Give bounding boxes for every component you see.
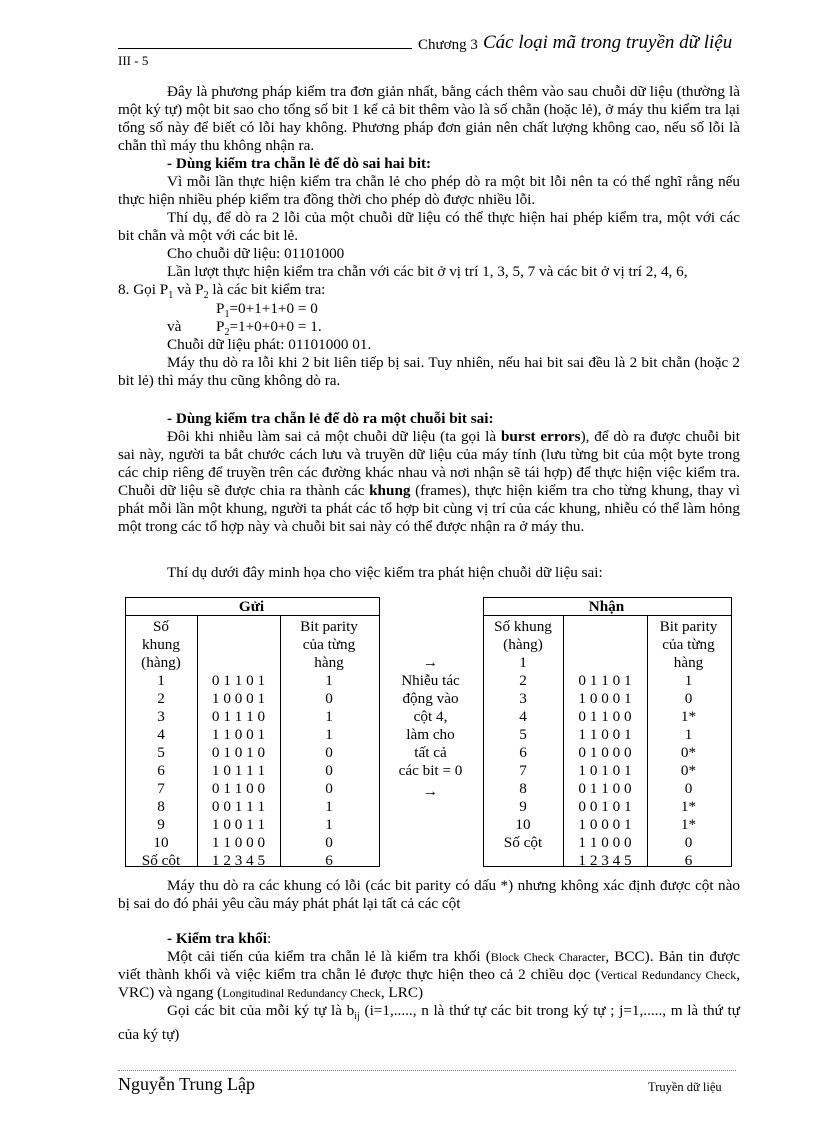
send-table-cell: Số <box>152 618 170 635</box>
send-table-cell: 6 <box>325 852 333 869</box>
noise-annotation-line: làm cho <box>406 726 455 743</box>
text-fragment: (frames), thực hiện kiểm tra cho từng khung, thay vì phát mỗi lần một khung, người ta phát các tổ hợp bit cùng vị trí của các khung, nhiễu có thể làm hỏng một trong các tổ hợp này và chuỗi bit sai này có thể được nhận ra ở máy thu. <box>118 482 740 535</box>
paragraph-burst <box>118 428 740 536</box>
send-table-row <box>125 816 378 834</box>
send-table-cell: khung <box>142 636 180 653</box>
noise-annotation-line: Nhiễu tác <box>401 672 460 689</box>
recv-table-cell: 1 0 1 0 1 <box>578 762 632 779</box>
recv-table-cell: 6 <box>684 852 693 869</box>
noise-annotation-line: tất cả <box>414 744 447 761</box>
paragraph-intro: Đây là phương pháp kiểm tra đơn giản nhất, bằng cách thêm vào sau chuỗi dữ liệu (thường là một ký tự) một bit sao cho tổng số bit 1 kể cả bit thêm vào là số chẵn (hoặc lẻ), ở máy thu kiểm tra lại tổng số này để biết có lỗi hay không. Phương pháp đơn giản nên chất lượng không cao, nếu số lỗi là chẵn thì máy thu không nhận ra. <box>118 83 740 154</box>
recv-table-cell: 0 <box>684 834 693 851</box>
term-khung: khung <box>369 482 411 499</box>
recv-table-cell: 0 1 1 0 1 <box>578 672 632 689</box>
recv-table-cell: hàng <box>673 654 704 671</box>
send-table-row <box>125 834 378 852</box>
send-table-cell: 10 <box>153 834 169 851</box>
subscript: 2 <box>203 290 209 302</box>
noise-annotation-line: các bit = 0 <box>398 762 463 779</box>
recv-table-cell: 1 0 0 0 1 <box>578 690 632 707</box>
send-table-row <box>125 636 378 654</box>
paragraph-multiple-checks: Vì mỗi lần thực hiện kiểm tra chẵn lẻ cho phép dò ra một bit lỗi nên ta có thể nghĩ rằng nếu thực hiện nhiều phép kiểm tra đồng thời cho phép dò được nhiều lỗi. <box>118 173 740 208</box>
equation-and: và <box>167 318 182 335</box>
recv-table-cell: Số khung <box>494 618 552 635</box>
recv-table-cell: 1 1 0 0 0 <box>578 834 632 851</box>
arrow-icon: → <box>422 783 439 800</box>
send-table-cell: 1 <box>325 708 333 725</box>
send-table-cell: 1 <box>325 798 333 815</box>
recv-table-cell: 0* <box>680 762 697 779</box>
send-table-cell: 8 <box>157 798 165 815</box>
header-title: Các loại mã trong truyền dữ liệu <box>483 32 733 53</box>
text-fragment: =0+1+1+0 = 0 <box>229 300 318 317</box>
recv-table-cell: 0 1 1 0 0 <box>578 780 632 797</box>
text-fragment: ), để dò ra được chuỗi bit sai này, người ta bắt chước cách lưu và truyền dữ liệu của máy tính (lưu từng bit của một byte trong các chip riêng để truyền trên các đường khác nhau và nơi nhận sẽ tái hợp) để thực hiện việc kiểm tra. Chuỗi dữ liệu sẽ được chia ra thành các <box>118 428 740 499</box>
recv-table-row <box>483 852 730 870</box>
paragraph-example: Thí dụ, để dò ra 2 lỗi của một chuỗi dữ liệu có thể thực hiện hai phép kiểm tra, một với các bit chẵn và một với các bit lẻ. <box>118 209 740 244</box>
send-table-row <box>125 708 378 726</box>
send-table-cell: 4 <box>157 726 165 743</box>
recv-table-cell: 1 <box>684 672 693 689</box>
text-fragment: (i=1,....., n là thứ tự các bit trong ký tự ; j=1,....., m là thứ tự của ký tự) <box>118 1002 740 1044</box>
text-fragment: , LRC) <box>380 984 424 1001</box>
recv-table-row <box>483 834 730 852</box>
recv-table-cell: của từng <box>662 636 715 653</box>
subscript: 1 <box>168 290 174 302</box>
footer-author: Nguyễn Trung Lập <box>118 1074 256 1094</box>
send-table-row <box>125 852 378 870</box>
send-table-cell: 0 1 1 0 0 <box>211 780 266 797</box>
heading-burst: - Dùng kiểm tra chẵn lẻ để dò ra một chuỗi bit sai: <box>167 410 494 427</box>
recv-table-cell: 1 1 0 0 1 <box>578 726 632 743</box>
send-table-row <box>125 798 378 816</box>
recv-table-cell: 0* <box>680 744 697 761</box>
recv-table-cell: 8 <box>519 780 527 797</box>
recv-table-row <box>483 780 730 798</box>
send-table-cell: 1 <box>325 672 333 689</box>
send-table-row <box>125 744 378 762</box>
recv-table-cell: 1 <box>684 726 693 743</box>
recv-table-cell: 0 <box>684 690 693 707</box>
paragraph-bits <box>118 1002 740 1044</box>
text-fragment: , BCC). Bản tin được viết thành khối và việc kiểm tra chẵn lẻ được thực hiện theo cả 2 chiều dọc ( <box>118 948 740 983</box>
text-fragment: Một cải tiến của kiểm tra chẵn lẻ là kiểm tra khối ( <box>167 948 491 965</box>
recv-table-row <box>483 654 730 672</box>
recv-table-row <box>483 816 730 834</box>
send-table-cell: 1 0 0 1 1 <box>211 816 266 833</box>
recv-table-row <box>483 690 730 708</box>
text-fragment: là các bit kiểm tra: <box>208 281 326 298</box>
send-table-cell: 0 <box>325 690 333 707</box>
paragraph-sent-data: Chuỗi dữ liệu phát: 01101000 01. <box>167 336 372 353</box>
send-table-row <box>125 672 378 690</box>
term-burst-errors: burst errors <box>500 428 581 445</box>
text-fragment: , VRC) và ngang ( <box>118 966 740 1001</box>
send-table-row <box>125 690 378 708</box>
paragraph-receiver-frames: Máy thu dò ra các khung có lỗi (các bit parity có dấu *) nhưng không xác định được cột nào bị sai do đó phải yêu cầu máy phát phát lại tất cả các cột <box>118 877 740 912</box>
header-chapter: Chương 3 <box>418 37 478 53</box>
send-table-cell: 1 <box>325 726 333 743</box>
send-table-cell: 0 <box>325 780 333 797</box>
text-fragment: Gọi các bit của mỗi ký tự là b <box>167 1002 355 1019</box>
send-table-row <box>125 654 378 672</box>
recv-table-cell: 3 <box>519 690 527 707</box>
recv-table-row <box>483 744 730 762</box>
recv-table-cell: 1* <box>680 798 697 815</box>
send-table-cell: 1 0 0 0 1 <box>211 690 266 707</box>
recv-table-title: Nhận <box>588 598 625 615</box>
send-table-cell: Bit parity <box>300 618 358 635</box>
send-table-cell: của từng <box>302 636 356 653</box>
paragraph-bcc <box>118 948 740 1002</box>
heading-text: - Kiểm tra khối <box>167 930 267 947</box>
subscript: 2 <box>224 327 230 339</box>
send-table-cell: 0 <box>325 834 333 851</box>
term-vrc: Vertical Redundancy Check <box>600 968 737 982</box>
send-table-row <box>125 726 378 744</box>
text-fragment: =1+0+0+0 = 1. <box>229 318 322 335</box>
text-fragment: Đôi khi nhiễu làm sai cả một chuỗi dữ liệu (ta gọi là <box>167 428 501 445</box>
send-table-title: Gửi <box>238 598 265 615</box>
send-table-cell: 9 <box>157 816 165 833</box>
send-table-cell: 0 0 1 1 1 <box>211 798 266 815</box>
recv-table-row <box>483 798 730 816</box>
send-table-cell: 5 <box>157 744 165 761</box>
recv-table-cell: 0 1 0 0 0 <box>578 744 632 761</box>
recv-table-row <box>483 672 730 690</box>
paragraph-receiver-detect: Máy thu dò ra lỗi khi 2 bit liên tiếp bị sai. Tuy nhiên, nếu hai bit sai đều là 2 bit chẵn (hoặc 2 bit lẻ) thì máy thu cũng không dò ra. <box>118 354 740 389</box>
recv-table-cell: 1* <box>680 816 697 833</box>
text-fragment: và P <box>173 281 204 298</box>
send-table-cell: 0 1 0 1 0 <box>211 744 266 761</box>
recv-table-cell: 6 <box>519 744 527 761</box>
recv-table-row <box>483 762 730 780</box>
text-fragment: P <box>216 300 225 317</box>
footer-rule <box>118 1070 736 1071</box>
header-rule-left <box>118 48 412 49</box>
send-table-cell: Số cột <box>141 852 181 869</box>
send-table-cell: 6 <box>157 762 165 779</box>
heading-block-check <box>167 930 271 948</box>
recv-table-row <box>483 726 730 744</box>
send-table-cell: 1 1 0 0 0 <box>211 834 266 851</box>
text-fragment: : <box>266 930 272 947</box>
subscript: 1 <box>224 309 230 321</box>
recv-table-cell: 7 <box>519 762 527 779</box>
recv-table-row <box>483 618 730 636</box>
recv-table-cell: 1 0 0 0 1 <box>578 816 632 833</box>
send-table-row <box>125 762 378 780</box>
recv-table-row <box>483 636 730 654</box>
recv-table-cell: 4 <box>519 708 527 725</box>
paragraph-positions: Lần lượt thực hiện kiểm tra chẵn với các bit ở vị trí 1, 3, 5, 7 và các bit ở vị trí 2, 4, 6, <box>167 263 688 280</box>
send-table-cell: 0 1 1 0 1 <box>211 672 266 689</box>
term-bcc: Block Check Character <box>490 950 606 964</box>
arrow-icon: → <box>422 654 439 671</box>
recv-table-cell: 0 1 1 0 0 <box>578 708 632 725</box>
send-table-cell: 0 <box>325 744 333 761</box>
noise-annotation-line: động vào <box>402 690 459 707</box>
send-table-cell: 0 1 1 1 0 <box>211 708 266 725</box>
recv-table-cell: (hàng) <box>503 636 543 653</box>
footer-book: Truyền dữ liệu <box>648 1080 722 1094</box>
recv-table-row <box>483 708 730 726</box>
recv-table-cell: 1 <box>519 654 527 671</box>
paragraph-illustration: Thí dụ dưới đây minh họa cho việc kiểm tra phát hiện chuỗi dữ liệu sai: <box>167 564 603 581</box>
send-table-cell: 2 <box>157 690 165 707</box>
recv-table-cell: 1 2 3 4 5 <box>578 852 632 869</box>
recv-table-cell: 0 <box>684 780 693 797</box>
send-table-cell: hàng <box>314 654 344 671</box>
send-table-cell: 1 1 0 0 1 <box>211 726 266 743</box>
send-table-row <box>125 780 378 798</box>
send-table-cell: 1 2 3 4 5 <box>211 852 266 869</box>
send-table-row <box>125 618 378 636</box>
paragraph-data-string: Cho chuỗi dữ liệu: 01101000 <box>167 245 345 262</box>
subscript: ij <box>354 1011 360 1023</box>
recv-table-cell: Bit parity <box>659 618 718 635</box>
recv-table-cell: 1* <box>680 708 697 725</box>
send-table-cell: 1 <box>157 672 165 689</box>
text-fragment: 8. Gọi P <box>118 281 169 298</box>
recv-table-cell: 2 <box>519 672 527 689</box>
send-table-cell: 3 <box>157 708 165 725</box>
send-table-cell: 0 <box>325 762 333 779</box>
heading-two-bit: - Dùng kiểm tra chẵn lẻ để dò sai hai bit: <box>167 155 432 172</box>
noise-annotation-line: cột 4, <box>413 708 448 725</box>
send-table-cell: 1 0 1 1 1 <box>211 762 266 779</box>
page-number: III - 5 <box>118 53 149 68</box>
recv-table-cell: 10 <box>515 816 531 833</box>
recv-table-cell: 5 <box>519 726 527 743</box>
text-fragment: P <box>216 318 225 335</box>
recv-table-cell: 0 0 1 0 1 <box>578 798 632 815</box>
send-table-cell: (hàng) <box>141 654 181 671</box>
recv-table-cell: Số cột <box>503 834 543 851</box>
term-lrc: Longitudinal Redundancy Check <box>222 986 381 1000</box>
send-table-cell: 1 <box>325 816 333 833</box>
send-table-cell: 7 <box>157 780 165 797</box>
recv-table-cell: 9 <box>519 798 527 815</box>
